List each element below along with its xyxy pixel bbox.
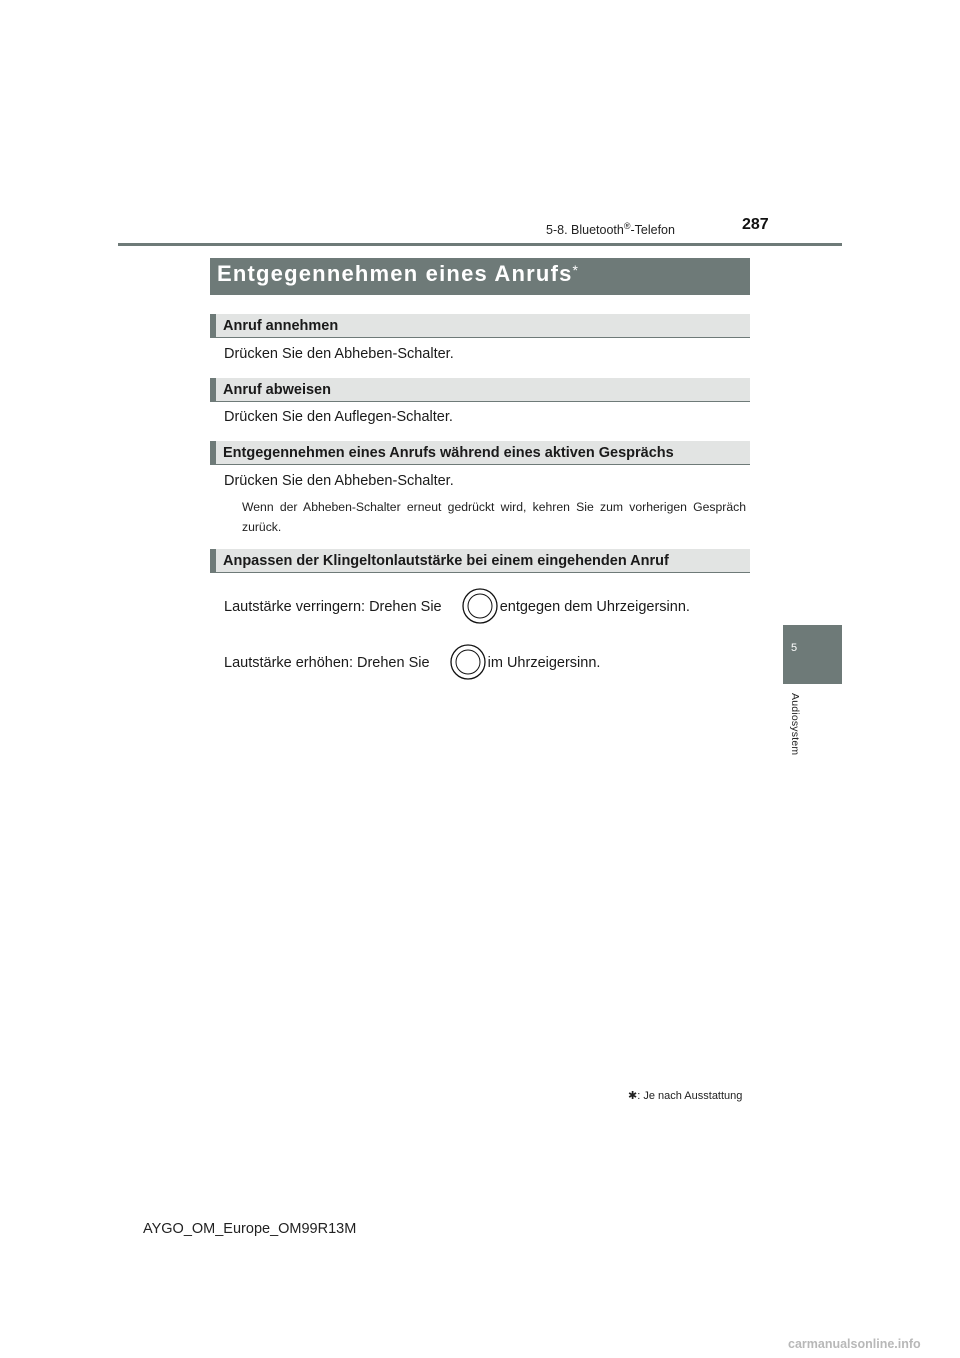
- subheading-bar: [210, 378, 750, 402]
- subheading-reject-call: Anruf abweisen: [223, 382, 331, 398]
- body-call-waiting: Drücken Sie den Abheben-Schalter.: [224, 473, 454, 489]
- chapter-number: 5: [790, 642, 798, 654]
- chapter-label: Audiosystem: [789, 693, 801, 756]
- note-call-waiting: Wenn der Abheben-Schalter erneut gedrückt wird, kehren Sie zum vorherigen Gespräch zurück.: [242, 500, 746, 534]
- page-title-text: Entgegennehmen eines Anrufs: [217, 261, 573, 286]
- footnote: [628, 1089, 742, 1102]
- registered-mark: ®: [623, 221, 631, 231]
- volume-increase-text: Lautstärke erhöhen: Drehen Sie: [224, 655, 430, 671]
- page-title: [217, 261, 579, 287]
- subheading-bar: [210, 314, 750, 338]
- header-divider: [118, 243, 842, 246]
- subheading-bar: [210, 549, 750, 573]
- footer-document-code: AYGO_OM_Europe_OM99R13M: [143, 1221, 357, 1237]
- volume-decrease-line: [224, 599, 690, 615]
- section-header: [546, 221, 675, 237]
- volume-knob-icon: [462, 588, 498, 624]
- subheading-bar: [210, 441, 750, 465]
- volume-increase-line: [224, 655, 600, 671]
- subheading-answer-call: Anruf annehmen: [223, 318, 339, 334]
- body-answer-call: Drücken Sie den Abheben-Schalter.: [224, 346, 454, 362]
- chapter-tab: [783, 625, 842, 684]
- section-prefix: 5-8. Bluetooth: [546, 223, 624, 238]
- volume-decrease-text: Lautstärke verringern: Drehen Sie: [224, 599, 442, 615]
- page-number: 287: [742, 216, 769, 233]
- subheading-call-waiting: Entgegennehmen eines Anrufs während eines aktiven Gesprächs: [223, 445, 674, 461]
- footnote-star: ✱: [628, 1090, 638, 1102]
- volume-knob-icon: [450, 644, 486, 680]
- footnote-text: : Je nach Ausstattung: [637, 1090, 743, 1102]
- volume-decrease-direction: entgegen dem Uhrzeigersinn.: [499, 599, 690, 615]
- subheading-ringtone-volume: Anpassen der Klingeltonlautstärke bei einem eingehenden Anruf: [223, 553, 669, 569]
- volume-increase-direction: im Uhrzeigersinn.: [487, 655, 601, 671]
- section-suffix: -Telefon: [630, 223, 675, 238]
- watermark: carmanualsonline.info: [788, 1337, 921, 1351]
- title-asterisk: *: [572, 262, 580, 278]
- body-reject-call: Drücken Sie den Auflegen-Schalter.: [224, 409, 453, 425]
